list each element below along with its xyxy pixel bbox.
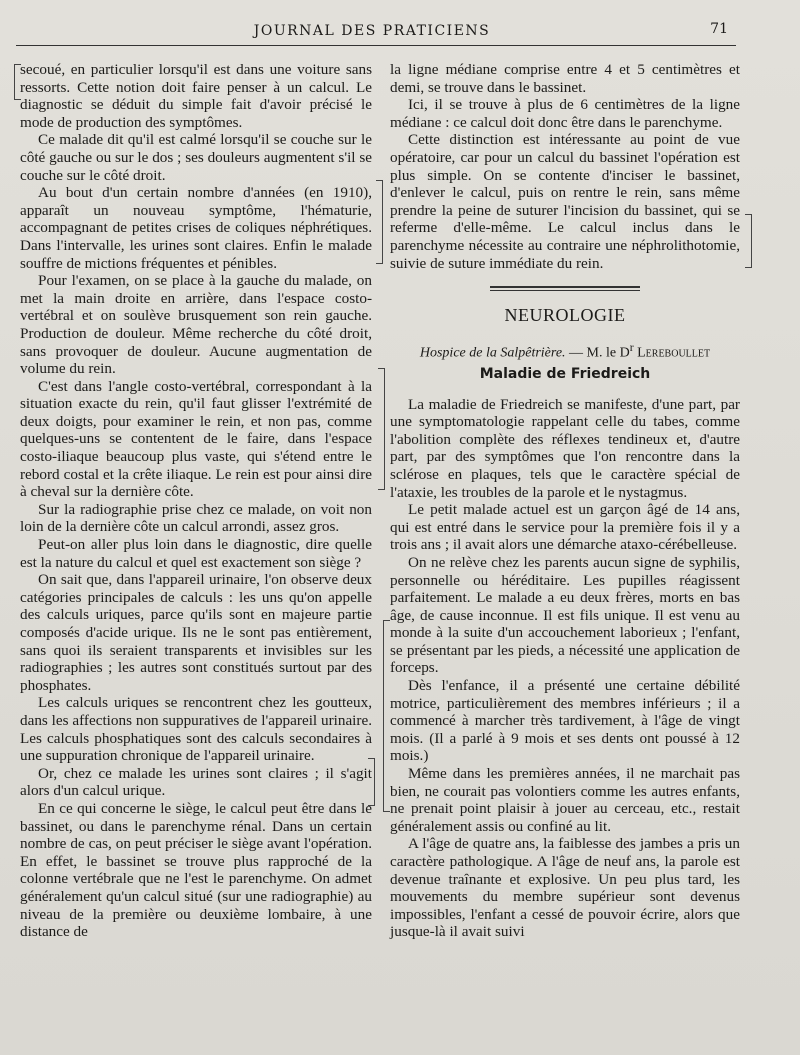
paragraph: Au bout d'un certain nombre d'années (en 1910), apparaît un nouveau symptôme, l'hématurie, accompagnant de petites crises de coliques néphrétiques. Dans l'intervalle, les urines sont claires. Enfin le malade souffre de mictions fréquentes et pénibles. <box>20 184 372 272</box>
title-superscript: r <box>629 340 634 354</box>
paragraph: Cette distinction est intéressante au point de vue opératoire, car pour un calcul du bassinet l'opération est plus simple. On se contente d'inciser le bassinet, d'enlever le calcul, puis on rentre le rein, sans même prendre la peine de suturer l'incision du bassinet, qui se referme d'elle-même. Le calcul inclus dans le parenchyme nécessite au contraire une néphrolithotomie, suivie de suture immédiate du rein. <box>390 131 740 272</box>
paragraph: Pour l'examen, on se place à la gauche du malade, on met la main droite en arrière, dans l'espace costo-vertébral et on soulève brusquement son rein gauche. Production de douleur. Même recherche du côté droit, sans provoquer de douleur. Aucune augmentation de volume du rein. <box>20 272 372 378</box>
article-source <box>390 339 740 362</box>
margin-bracket <box>383 620 390 812</box>
hospice-name: Hospice de la Salpêtrière. <box>419 345 566 361</box>
paragraph: secoué, en particulier lorsqu'il est dans une voiture sans ressorts. Cette notion doit faire penser à un calcul. Le diagnostic se déduit du simple fait d'avoir précisé le mode de production des symptômes. <box>20 61 372 131</box>
paragraph: Sur la radiographie prise chez ce malade, on voit non loin de la dernière côte un calcul arrondi, assez gros. <box>20 500 372 536</box>
header-rule <box>16 45 736 46</box>
article-title: Maladie de Friedreich <box>479 365 651 382</box>
paragraph: Même dans les premières années, il ne marchait pas bien, ne courait pas volontiers comme les autres enfants, ne prenait point plaisir à jouer au cerceau, etc., restait généralement assis ou confiné au lit. <box>390 765 740 835</box>
section-divider <box>490 286 640 288</box>
paragraph: C'est dans l'angle costo-vertébral, correspondant à la situation exacte du rein, qu'il faut glisser l'extrémité de deux doigts, pour examiner le rein, et non pas, comme quelques-uns se contentent de le faire, dans l'espace costo-iliaque beaucoup plus vaste, qui s'étend entre le rebord costal et la crête iliaque. Le rein est pour ainsi dire à cheval sur la dernière côte. <box>20 377 372 501</box>
section-title: NEUROLOGIE <box>504 305 626 326</box>
running-header <box>16 20 728 42</box>
paragraph: On ne relève chez les parents aucun signe de syphilis, personnelle ou héréditaire. Les pupilles réagissent parfaitement. Le malade a eu deux frères, morts en bas âge, de cause inconnue. Il est fils unique. Il est venu au monde à la suite d'un accouchement laborieux ; l'enfant, se présentant par les pieds, a nécessité une application de forceps. <box>390 553 740 677</box>
journal-title: JOURNAL DES PRATICIENS <box>253 23 491 39</box>
margin-bracket <box>745 214 752 268</box>
paragraph: A l'âge de quatre ans, la faiblesse des jambes a pris un caractère pathologique. A l'âge de neuf ans, la parole est devenue traînante et explosive. Un peu plus tard, les mouvements du membre supérieur sont devenus impossibles, l'enfant a cessé de pouvoir écrire, alors que jusque-là il avait suivi <box>390 835 740 941</box>
paragraph: Peut-on aller plus loin dans le diagnostic, dire quelle est la nature du calcul et quel est exactement son siège ? <box>20 536 372 571</box>
paragraph: Les calculs uriques se rencontrent chez les goutteux, dans les affections non suppuratives de l'appareil urinaire. Les calculs phosphatiques sont des calculs secondaires à une suppuration chronique de l'appareil urinaire. <box>20 694 372 765</box>
paragraph: la ligne médiane comprise entre 4 et 5 centimètres et demi, se trouve dans le bassinet. <box>390 61 740 96</box>
margin-bracket <box>378 368 385 490</box>
hospice-separator: — M. le D <box>565 345 630 361</box>
paragraph: Ce malade dit qu'il est calmé lorsqu'il se couche sur le côté gauche ou sur le dos ; ses douleurs augmentent s'il se couche sur le côté droit. <box>20 131 372 184</box>
page-number: 71 <box>710 21 728 37</box>
paragraph: La maladie de Friedreich se manifeste, d'une part, par une symptomatologie rappelant celle du tabes, comme l'abolition complète des réflexes tendineux et, d'autre part, par des symptômes que l'on rencontre dans la sclérose en plaques, tels que le caractère spécial de l'ataxie, les troubles de la parole et le nystagmus. <box>390 395 740 501</box>
paragraph: Dès l'enfance, il a présenté une certaine débilité motrice, particulièrement des membres inférieurs ; il a commencé à marcher très tardivement, à l'âge de vingt mois. (Il a parlé à 9 mois et ses dents ont poussé à 12 mois.) <box>390 677 740 765</box>
margin-bracket <box>376 180 383 264</box>
left-column <box>20 61 372 941</box>
paragraph: Or, chez ce malade les urines sont claires ; il s'agit alors d'un calcul urique. <box>20 764 372 800</box>
paragraph: Le petit malade actuel est un garçon âgé de 14 ans, qui est entré dans le service pour la première fois il y a trois ans ; il avait alors une démarche ataxo-cérébelleuse. <box>390 501 740 554</box>
paragraph: Ici, il se trouve à plus de 6 centimètres de la ligne médiane : ce calcul doit donc être dans le parenchyme. <box>390 96 740 131</box>
author-name: Lereboullet <box>633 345 711 361</box>
paragraph: On sait que, dans l'appareil urinaire, l'on observe deux catégories principales de calculs : les uns qu'on appelle des calculs uriques, parce qu'ils sont en majeure partie composés d'acide urique. Ils ne le sont pas entièrement, sans quoi ils seraient transparents et invisibles sur les radiographies ; les autres sont constitués surtout par des phosphates. <box>20 571 372 694</box>
right-column <box>390 61 740 941</box>
paragraph: En ce qui concerne le siège, le calcul peut être dans le bassinet, ou dans le parenchyme rénal. Dans un certain nombre de cas, on peut préciser le siège avant l'opération. En effet, le bassinet se trouve plus rapproché de la colonne vertébrale que ne l'est le parenchyme. On admet généralement qu'un calcul situé (sur une radiographie) au niveau de la première ou deuxième lombaire, à une distance de <box>20 799 372 941</box>
section-divider <box>490 290 640 291</box>
